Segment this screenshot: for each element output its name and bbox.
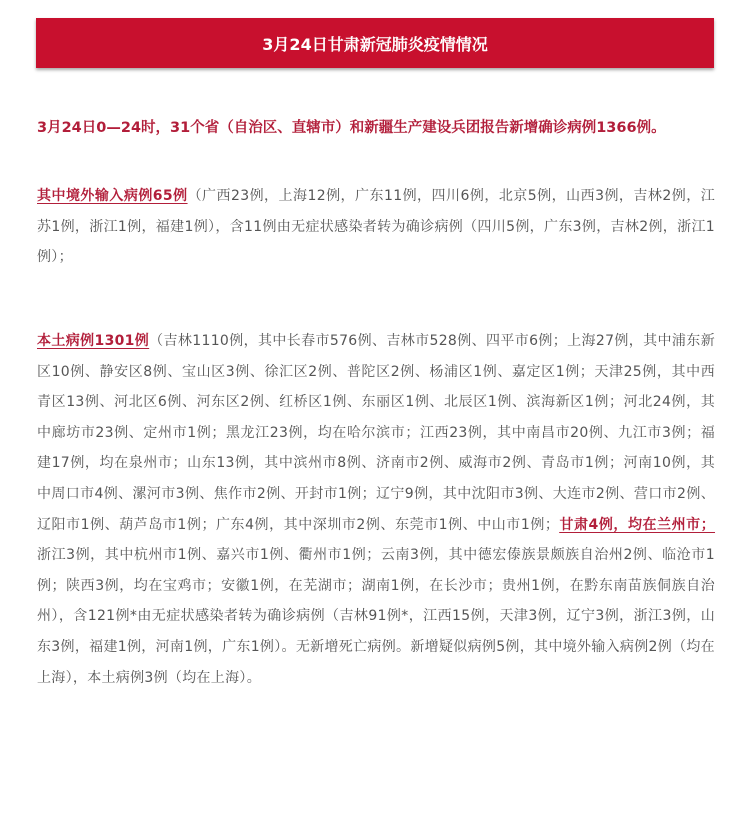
summary-lead: 3月24日0—24时，31个省（自治区、直辖市）和新疆生产建设兵团报告新增确诊病例1366例。	[37, 120, 666, 136]
gansu-cases-highlight: 甘肃4例，均在兰州市；	[559, 516, 716, 533]
title-banner	[36, 18, 714, 68]
local-cases-details-after: 浙江3例，其中杭州市1例、嘉兴市1例、衢州市1例；云南3例，其中德宏傣族景颇族自治州2例、临沧市1例；陕西3例，均在宝鸡市；安徽1例，在芜湖市；湖南1例，在长沙市；贵州1例，在黔东南苗族侗族自治州），含121例*由无症状感染者转为确诊病例（吉林91例*，江西15例，天津3例，辽宁3例，浙江3例，山东3例，福建1例，河南1例，广东1例）。无新增死亡病例。新增疑似病例5例，其中境外输入病例2例（均在上海），本土病例3例（均在上海）。	[37, 547, 715, 686]
imported-cases-highlight: 其中境外输入病例65例	[37, 188, 188, 204]
local-cases-paragraph	[37, 326, 715, 693]
local-cases-highlight: 本土病例1301例	[37, 333, 150, 349]
imported-cases-details: （广西23例，上海12例，广东11例，四川6例，北京5例，山西3例，吉林2例，江苏1例，浙江1例，福建1例），含11例由无症状感染者转为确诊病例（四川5例，广东3例，吉林2例，浙江1例）；	[37, 188, 715, 266]
local-cases-details-before: （吉林1110例，其中长春市576例、吉林市528例、四平市6例；上海27例，其中浦东新区10例、静安区8例、宝山区3例、徐汇区2例、普陀区2例、杨浦区1例、嘉定区1例；天津25例，其中西青区13例、河北区6例、河东区2例、红桥区1例、东丽区1例、北辰区1例、滨海新区1例；河北24例，其中廊坊市23例、定州市1例；黑龙江23例，均在哈尔滨市；江西23例，其中南昌市20例、九江市3例；福建17例，均在泉州市；山东13例，其中滨州市8例、济南市2例、威海市2例、青岛市1例；河南10例，其中周口市4例、漯河市3例、焦作市2例、开封市1例；辽宁9例，其中沈阳市3例、大连市2例、营口市2例、辽阳市1例、葫芦岛市1例；广东4例，其中深圳市2例、东莞市1例、中山市1例；	[37, 333, 715, 533]
page-title: 3月24日甘肃新冠肺炎疫情情况	[262, 34, 488, 54]
imported-cases-paragraph	[37, 181, 715, 273]
